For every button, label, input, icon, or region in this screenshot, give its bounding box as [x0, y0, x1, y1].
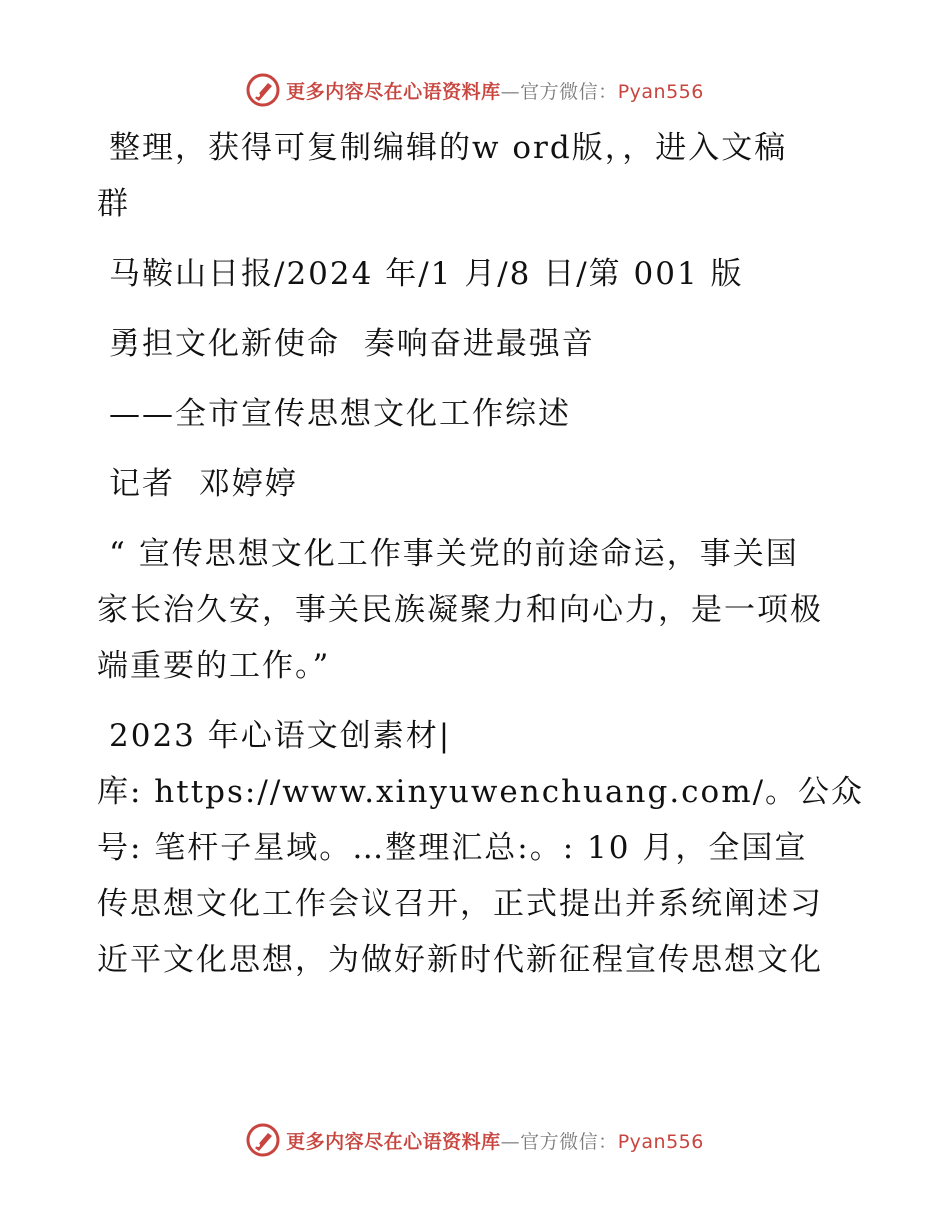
banner-wechat-id: Pyan556	[617, 80, 704, 103]
banner-wechat-id: Pyan556	[617, 1130, 704, 1153]
paragraph-subtitle	[97, 386, 857, 442]
pen-logo-icon	[246, 73, 280, 107]
banner-label: 官方微信：	[520, 80, 618, 103]
text-line: 号: 笔杆子星域。…整理汇总:。: 10 月，全国宣	[97, 830, 808, 866]
paragraph-title	[97, 316, 857, 372]
text-line: 库: https://www.xinyuwenchuang.com/。公众	[97, 774, 865, 810]
footer-banner	[0, 1120, 950, 1160]
paragraph-intro	[97, 120, 857, 232]
text-line: 2023 年心语文创素材|	[109, 718, 452, 754]
paragraph-byline	[97, 456, 857, 512]
banner-label: 官方微信：	[520, 1130, 618, 1153]
article-subtitle: ——全市宣传思想文化工作综述	[109, 396, 571, 432]
text-line: “ 宣传思想文化工作事关党的前途命运，事关国	[109, 536, 799, 572]
banner-separator: —	[500, 80, 521, 103]
header-banner	[0, 70, 950, 110]
banner-main-text: 更多内容尽在心语资料库	[286, 80, 501, 103]
document-body	[97, 120, 865, 1002]
text-line: 传思想文化工作会议召开，正式提出并系统阐述习	[97, 886, 823, 922]
paragraph-body	[97, 708, 865, 988]
banner-separator: —	[500, 1130, 521, 1153]
text-line: 端重要的工作。”	[97, 648, 331, 684]
text-line: 群	[97, 186, 130, 222]
banner-main-text: 更多内容尽在心语资料库	[286, 1130, 501, 1153]
paragraph-quote	[97, 526, 857, 694]
source-line: 马鞍山日报/2024 年/1 月/8 日/第 001 版	[109, 256, 744, 292]
text-line: 整理，获得可复制编辑的w ord版，，进入文稿	[109, 130, 788, 166]
article-title: 勇担文化新使命 奏响奋进最强音	[109, 326, 595, 362]
paragraph-source	[97, 246, 857, 302]
banner-text	[286, 1127, 704, 1154]
banner-text	[286, 77, 704, 104]
text-line: 近平文化思想，为做好新时代新征程宣传思想文化	[97, 942, 823, 978]
text-line: 家长治久安，事关民族凝聚力和向心力，是一项极	[97, 592, 823, 628]
pen-logo-icon	[246, 1123, 280, 1157]
byline: 记者 邓婷婷	[109, 466, 298, 502]
